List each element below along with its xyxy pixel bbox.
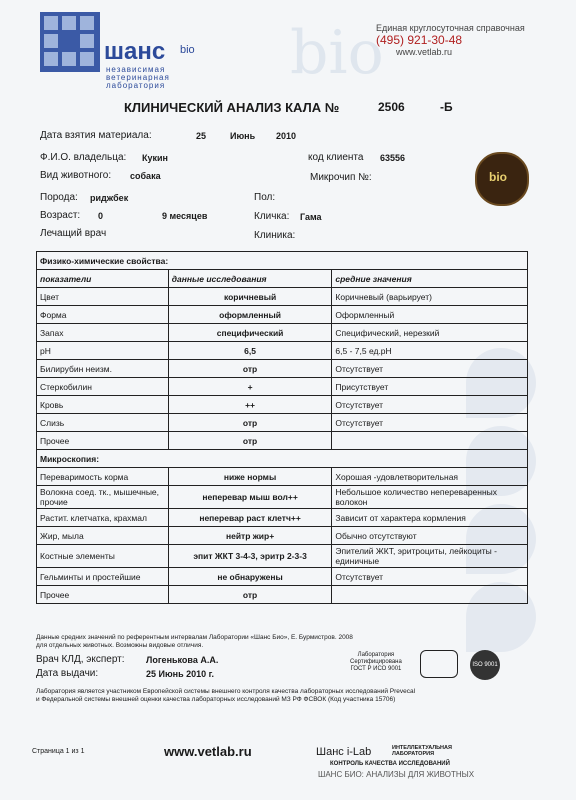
quality-program-note: Лаборатория является участником Европейской системы внешнего контроля качества лабораторных исследований Prevecal и Федеральной системы внешней оценки качества лабораторных исследований МЗ РФ ФСВОК (Код участника 15706) [36, 688, 416, 703]
result-cell: отр [168, 360, 332, 378]
reference-cell: Отсутствует [332, 568, 528, 586]
age-years: 0 [98, 211, 104, 221]
reference-cell [332, 586, 528, 604]
parameter-cell: Стеркобилин [37, 378, 169, 396]
parameter-cell: Прочее [37, 432, 169, 450]
table-row [37, 342, 528, 360]
owner-label: Ф.И.О. владельца: [40, 152, 127, 163]
client-value: 63556 [380, 153, 406, 163]
header-website: www.vetlab.ru [396, 47, 453, 57]
table-row [37, 586, 528, 604]
reference-cell: Отсутствует [332, 414, 528, 432]
results-table [36, 251, 528, 604]
date-year: 2010 [276, 131, 297, 141]
clinic-label: Клиника: [254, 230, 296, 241]
reference-cell: Небольшое количество непереваренных волокон [332, 486, 528, 509]
result-cell: ниже нормы [168, 468, 332, 486]
issue-value: 25 Июнь 2010 г. [146, 669, 215, 679]
table-row [37, 568, 528, 586]
result-cell: не обнаружены [168, 568, 332, 586]
chip-label: Микрочип №: [310, 172, 372, 183]
rst-mark-icon [420, 650, 458, 678]
brand-name: шанс [104, 38, 166, 65]
parameter-cell: Форма [37, 306, 169, 324]
result-cell: неперевар мыш вол++ [168, 486, 332, 509]
sex-label: Пол: [254, 192, 276, 203]
brand-subtitle: независимая ветеринарная лаборатория [106, 65, 170, 90]
table-row [37, 486, 528, 509]
page-number: Страница 1 из 1 [32, 748, 85, 755]
result-cell: оформленный [168, 306, 332, 324]
iso-badge: ISO 9001 [470, 650, 500, 680]
table-row [37, 509, 528, 527]
reference-cell: Хорошая -удовлетворительная [332, 468, 528, 486]
result-cell: коричневый [168, 288, 332, 306]
result-cell: отр [168, 432, 332, 450]
result-cell: отр [168, 586, 332, 604]
result-cell: специфический [168, 324, 332, 342]
nick-value: Гама [300, 212, 322, 222]
page-title: КЛИНИЧЕСКИЙ АНАЛИЗ КАЛА № [124, 100, 340, 115]
reference-cell: Зависит от характера кормления [332, 509, 528, 527]
result-cell: ++ [168, 396, 332, 414]
section-microscopy [37, 450, 528, 468]
result-cell: неперевар раст клетч++ [168, 509, 332, 527]
table-row [37, 378, 528, 396]
reference-note: Данные средних значений по референтным интервалам Лаборатории «Шанс Био», Е. Бурмистров. 2008 для отдельных животных. Возможны видовые отличия. [36, 634, 353, 649]
result-cell: отр [168, 414, 332, 432]
parameter-cell: Запах [37, 324, 169, 342]
parameter-cell: Билирубин неизм. [37, 360, 169, 378]
issue-label: Дата выдачи: [36, 668, 99, 679]
certification-text: Лаборатория Сертифицирована ГОСТ Р ИСО 9001 [350, 652, 402, 672]
reference-cell: Присутствует [332, 378, 528, 396]
date-day: 25 [196, 131, 207, 141]
watermark-bio: bio [290, 18, 384, 88]
reference-cell: Специфический, нерезкий [332, 324, 528, 342]
table-row [37, 288, 528, 306]
reference-cell: Обычно отсутствуют [332, 527, 528, 545]
doctor-label: Лечащий врач [40, 228, 107, 239]
species-label: Вид животного: [40, 170, 112, 181]
table-row [37, 414, 528, 432]
ilab-name: Шанс i-Lab [316, 746, 372, 758]
parameter-cell: Прочее [37, 586, 169, 604]
header-contacts: Единая круглосуточная справочная (495) 921-30-48 www.vetlab.ru [376, 23, 525, 57]
species-value: собака [130, 171, 161, 181]
parameter-cell: Волокна соед. тк., мышечные, прочие [37, 486, 169, 509]
section-physchem [37, 252, 528, 270]
ilab-description: ИНТЕЛЛЕКТУАЛЬНАЯ ЛАБОРАТОРИЯ [392, 745, 452, 757]
column-header: средние значения [332, 270, 528, 288]
ilab-quality: КОНТРОЛЬ КАЧЕСТВА ИССЛЕДОВАНИЙ [330, 761, 450, 767]
analysis-number: 2506 [378, 100, 405, 114]
breed-value: риджбек [90, 193, 129, 203]
nick-label: Кличка: [254, 211, 290, 222]
table-row [37, 527, 528, 545]
reference-cell [332, 432, 528, 450]
table-row [37, 396, 528, 414]
table-row [37, 468, 528, 486]
age-label: Возраст: [40, 210, 81, 221]
analysis-suffix: -Б [440, 100, 453, 114]
parameter-cell: Гельминты и простейшие [37, 568, 169, 586]
reference-cell: 6,5 - 7,5 ед.pH [332, 342, 528, 360]
table-row [37, 306, 528, 324]
owner-value: Кукин [142, 153, 168, 163]
parameter-cell: pH [37, 342, 169, 360]
lab-logo-icon [40, 12, 100, 72]
age-months: 9 месяцев [162, 211, 208, 221]
table-row [37, 324, 528, 342]
result-cell: 6,5 [168, 342, 332, 360]
footer-tagline: ШАНС БИО: АНАЛИЗЫ ДЛЯ ЖИВОТНЫХ [318, 770, 475, 779]
seal-icon: bio [475, 152, 529, 206]
reference-cell: Коричневый (варьирует) [332, 288, 528, 306]
table-row [37, 432, 528, 450]
reference-cell: Отсутствует [332, 396, 528, 414]
result-cell: + [168, 378, 332, 396]
breed-label: Порода: [40, 192, 78, 203]
phone-number: (495) 921-30-48 [376, 33, 463, 47]
parameter-cell: Кровь [37, 396, 169, 414]
parameter-cell: Жир, мыла [37, 527, 169, 545]
footer-website: www.vetlab.ru [164, 744, 252, 759]
expert-value: Логенькова А.А. [146, 655, 219, 665]
client-label: код клиента [308, 152, 364, 163]
parameter-cell: Слизь [37, 414, 169, 432]
reference-cell: Эпителий ЖКТ, эритроциты, лейкоциты - единичные [332, 545, 528, 568]
expert-label: Врач КЛД, эксперт: [36, 654, 125, 665]
reference-cell: Отсутствует [332, 360, 528, 378]
parameter-cell: Костные элементы [37, 545, 169, 568]
section-microscopy-title: Микроскопия: [37, 450, 528, 468]
table-row [37, 545, 528, 568]
parameter-cell: Растит. клетчатка, крахмал [37, 509, 169, 527]
section-physchem-title: Физико-химические свойства: [37, 252, 528, 270]
reference-cell: Оформленный [332, 306, 528, 324]
table-row [37, 360, 528, 378]
date-label: Дата взятия материала: [40, 130, 152, 141]
column-header: данные исследования [168, 270, 332, 288]
result-cell: нейтр жир+ [168, 527, 332, 545]
column-header: показатели [37, 270, 169, 288]
date-month: Июнь [230, 131, 256, 141]
parameter-cell: Цвет [37, 288, 169, 306]
brand-bio: bio [180, 44, 195, 56]
table-header-row [37, 270, 528, 288]
result-cell: эпит ЖКТ 3-4-3, эритр 2-3-3 [168, 545, 332, 568]
parameter-cell: Переваримость корма [37, 468, 169, 486]
